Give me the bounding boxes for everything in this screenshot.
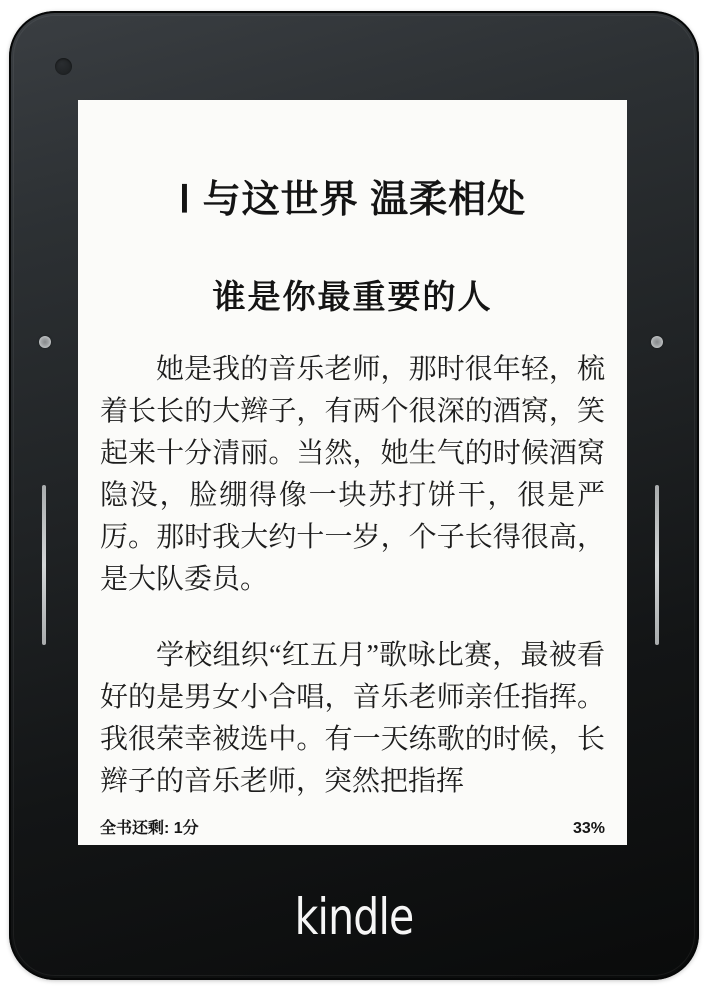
- kindle-device-frame: [9, 11, 699, 980]
- reading-progress-footer: [100, 815, 605, 838]
- pagepress-forward-button-right[interactable]: [655, 485, 659, 645]
- kindle-logo: kindle: [294, 888, 414, 946]
- pagepress-forward-button-left[interactable]: [42, 485, 46, 645]
- reading-page: [78, 178, 627, 803]
- body-paragraph: 学校组织“红五月”歌咏比赛，最被看好的是男女小合唱，音乐老师亲任指挥。我很荣幸被选中。有一天练歌的时候，长辫子的音乐老师，突然把指挥: [100, 640, 605, 797]
- light-sensor-icon: [55, 58, 72, 75]
- section-title: 谁是你最重要的人: [212, 278, 493, 315]
- eink-touchscreen[interactable]: [78, 100, 627, 845]
- pagepress-back-button-left[interactable]: [39, 336, 51, 348]
- pagepress-back-button-right[interactable]: [651, 336, 663, 348]
- chapter-title: Ⅰ 与这世界 温柔相处: [178, 179, 527, 221]
- time-remaining-label: 全书还剩: 1分: [100, 820, 199, 837]
- body-paragraph: 她是我的音乐老师，那时很年轻，梳着长长的大辫子，有两个很深的酒窝，笑起来十分清丽。当然，她生气的时候酒窝隐没，脸绷得像一块苏打饼干，很是严厉。那时我大约十一岁，个子长得很高，是大队委员。: [100, 354, 605, 595]
- progress-percent-label: 33%: [572, 820, 605, 837]
